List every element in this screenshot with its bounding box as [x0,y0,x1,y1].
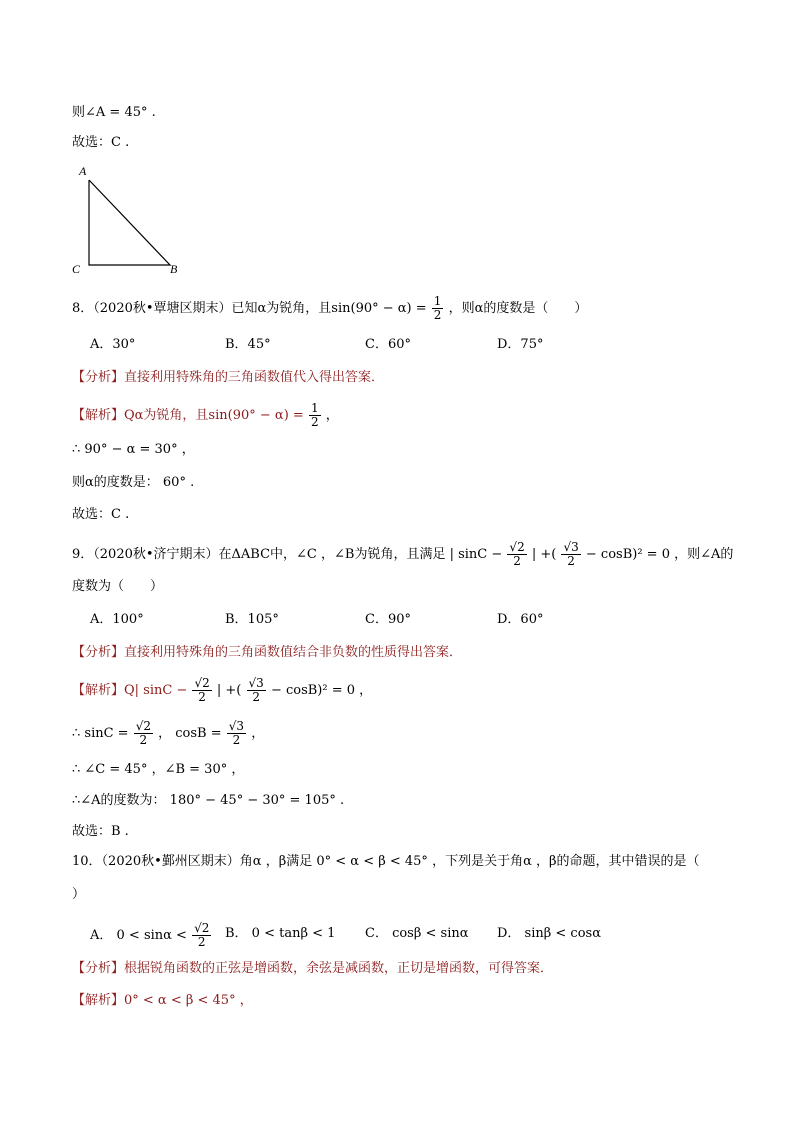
q10-option-a-text: A． 0 < sinα < [90,928,187,943]
q9-analysis: 【分析】直接利用特殊角的三角函数值结合非负数的性质得出答案． [72,645,463,660]
q10-option-a [90,922,212,949]
q10-solution [72,992,253,1010]
frac-den: 2 [310,415,319,429]
sqrt-three: √3 [563,540,579,554]
choice-line: 故选：C . [72,135,130,150]
vertex-label-b: B [170,262,178,276]
frac-den: 2 [232,733,241,747]
q9-step4: ∴∠A的度数为： 180° − 45° − 30° = 105° . [72,793,345,808]
q8-solution-tail: ， [325,408,339,423]
q8-stem [72,295,587,322]
frac-den: 2 [567,554,575,568]
q9-option-a: A．100° [90,612,144,627]
frac-num: 1 [310,401,319,415]
frac-num [227,720,246,734]
frac-num [134,720,153,734]
fraction-root2-over-2 [134,720,153,747]
frac-num [192,922,211,936]
q8-option-a: A．30° [90,337,136,352]
q9-solution-text: 【解析】Q| sinC − [72,683,188,698]
frac-num [192,677,211,691]
q8-step3: 则α的度数是： 60° . [72,475,195,490]
q8-stem-tail: ，则α的度数是（ ） [448,301,588,316]
frac-den: 2 [198,690,206,704]
q9-stem-tail: − cosB)² = 0 ，则∠A的 [585,547,734,562]
q9-stem-text: 9．（2020秋•济宁期末）在ΔABC中，∠C ，∠B为锐角，且满足 | sinC − [72,547,503,562]
sqrt-three: √3 [228,719,245,733]
frac-den: 2 [197,935,206,949]
q10-option-c: C． cosβ < sinα [365,926,469,941]
q10-option-d: D． sinβ < cosα [497,926,601,941]
frac-den: 2 [252,690,260,704]
q9-step2-tail: ， [251,726,265,741]
q9-option-b: B．105° [225,612,279,627]
sqrt-two: √2 [194,921,210,935]
fraction-root3-over-2 [561,541,580,568]
triangle-shape [89,180,170,265]
q9-option-c: C．90° [365,612,411,627]
fraction-half [309,402,321,429]
fraction-root3-over-2 [247,677,266,704]
q10-analysis: 【分析】根据锐角函数的正弦是增函数，余弦是减函数，正切是增函数，可得答案． [72,961,554,976]
q9-stem [72,541,733,568]
q9-stem-mid: | +( [531,547,557,562]
conclusion-line: 则∠A = 45° . [72,105,156,120]
q8-step2: ∴ 90° − α = 30° ， [72,442,195,457]
q9-step2 [72,720,264,747]
frac-num [561,541,580,555]
q9-solution [72,677,372,704]
q10-option-b: B． 0 < tanβ < 1 [225,926,336,941]
q8-option-b: B．45° [225,337,271,352]
sqrt-three: √3 [248,676,264,690]
q8-analysis: 【分析】直接利用特殊角的三角函数值代入得出答案． [72,370,385,385]
q10-stem: 10．（2020秋•鄞州区期末）角α ，β满足 0° < α < β < 45° ，下列是关于角α ，β的命题，其中错误的是（ [72,854,700,869]
q8-solution [72,402,339,429]
q9-step3: ∴ ∠C = 45° ，∠B = 30° ， [72,762,245,777]
q8-option-d: D．75° [497,337,544,352]
q9-step2-mid: ， cosB = [158,726,222,741]
fraction-half [432,295,444,322]
q9-solution-tail: − cosB)² = 0 ， [270,683,373,698]
fraction-root3-over-2 [227,720,246,747]
triangle-svg [72,162,192,277]
fraction-root2-over-2 [192,677,211,704]
frac-num: 1 [433,294,442,308]
q8-option-c: C．60° [365,337,411,352]
vertex-label-a: A [79,164,87,178]
frac-den: 2 [513,554,521,568]
q10-stem-line2: ） [72,887,86,902]
frac-num [247,677,266,691]
q9-solution-mid: | +( [216,683,242,698]
q10-solution-text: 【解析】0° < α < β < 45° ， [72,993,253,1008]
sqrt-two: √2 [135,719,151,733]
q9-step2-text: ∴ sinC = [72,726,129,741]
q9-choice: 故选：B . [72,824,129,839]
frac-den: 2 [433,308,442,322]
q8-solution-text: 【解析】Qα为锐角，且sin(90° − α) = [72,408,304,423]
q8-choice: 故选：C . [72,507,130,522]
fraction-root2-over-2 [192,922,211,949]
vertex-label-c: C [72,262,81,276]
q9-stem-line2: 度数为（ ） [72,579,164,594]
frac-num [507,541,526,555]
sqrt-two: √2 [194,676,210,690]
sqrt-two: √2 [509,540,525,554]
q9-option-d: D．60° [497,612,544,627]
frac-den: 2 [139,733,148,747]
fraction-root2-over-2 [507,541,526,568]
q8-stem-text: 8．（2020秋•覃塘区期末）已知α为锐角，且sin(90° − α) = [72,301,427,316]
triangle-figure [72,162,192,277]
